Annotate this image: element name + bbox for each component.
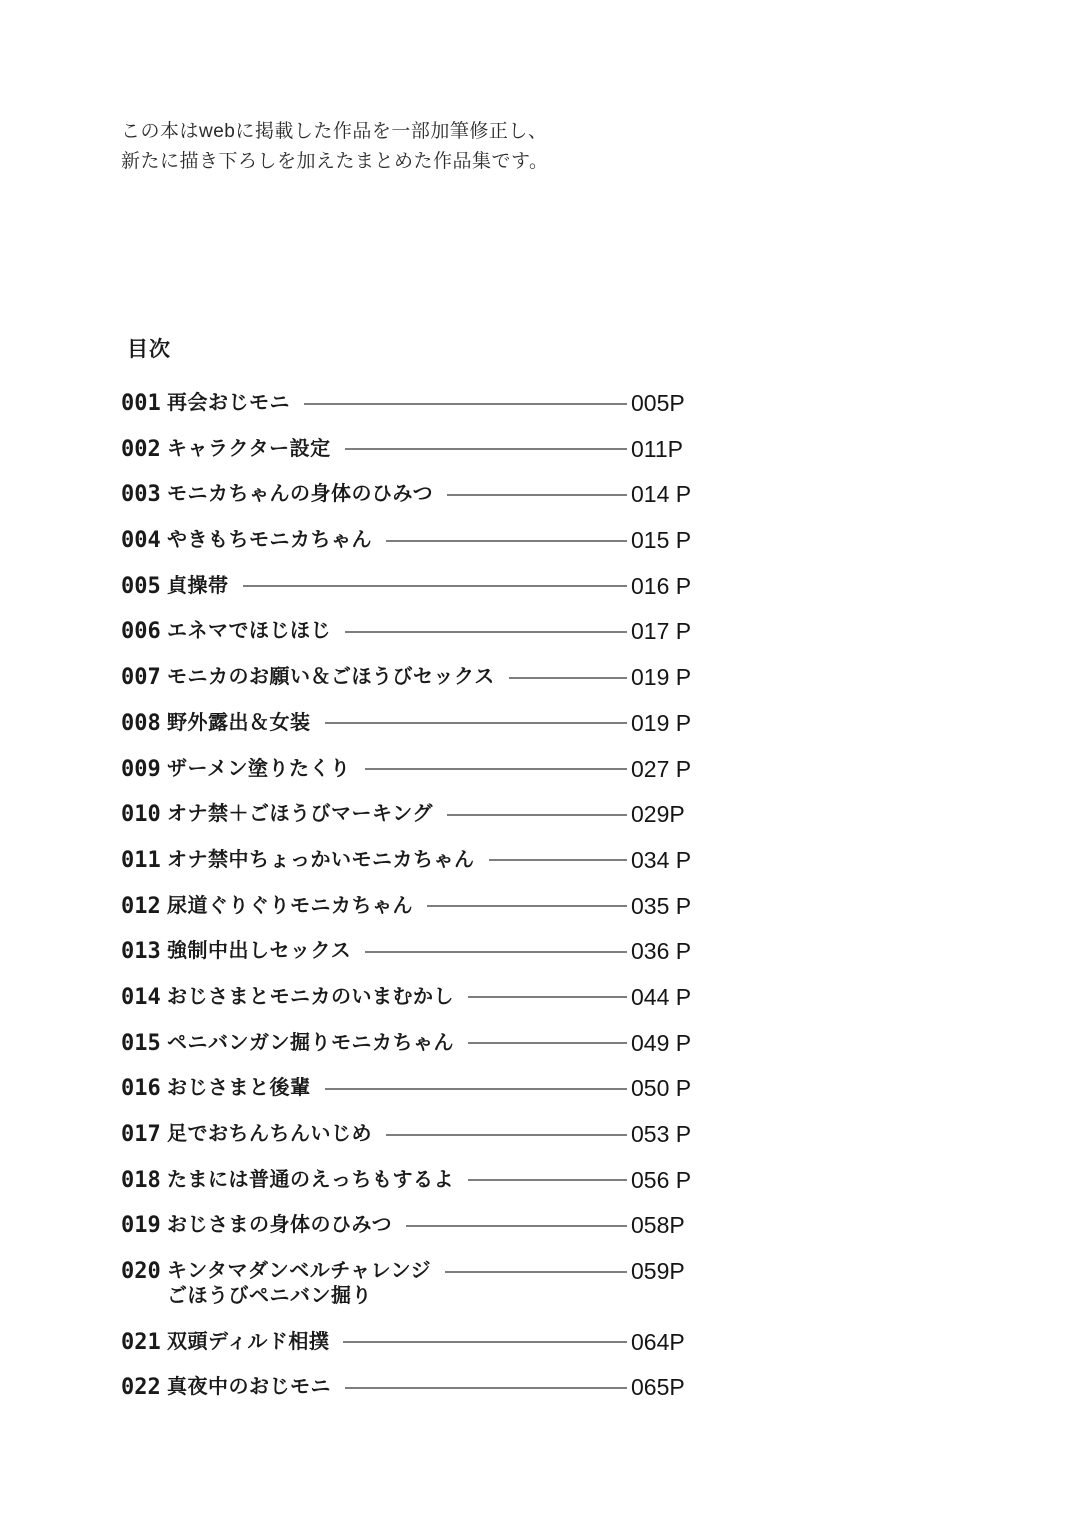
- toc-item-title: [167, 894, 413, 919]
- toc-item-number: 001: [121, 391, 161, 416]
- toc-item-page: 059P: [631, 1258, 685, 1285]
- toc-item-page: 049 P: [631, 1029, 692, 1056]
- toc-item-number: 003: [121, 482, 161, 508]
- toc-item-title: [167, 482, 433, 507]
- toc-item-title-line1: オナ禁＋ごほうびマーキング: [167, 803, 433, 826]
- toc-item-number: 007: [121, 665, 161, 691]
- toc-item-number: 002: [121, 436, 161, 462]
- intro-paragraph: [121, 117, 548, 177]
- toc-item-number: 010: [121, 802, 161, 828]
- toc-item-page: 034 P: [631, 846, 692, 873]
- toc-leader-line: [304, 403, 627, 405]
- toc-item-title: [167, 665, 495, 690]
- toc-item-title-line1: キャラクター設定: [167, 437, 331, 460]
- toc-item-page: 050 P: [631, 1075, 692, 1102]
- toc-leader-line: [447, 814, 627, 816]
- toc-item-title-line1: ペニバンガン掘りモニカちゃん: [167, 1031, 454, 1054]
- toc-item: [121, 985, 701, 1010]
- toc-item-title-line1: 足でおちんちんいじめ: [167, 1123, 372, 1145]
- toc-item-number: 014: [121, 984, 161, 1010]
- toc-item-number: 021: [121, 1329, 161, 1355]
- toc-item-number: 004: [121, 528, 161, 554]
- toc-item-page: 015 P: [631, 527, 692, 554]
- toc-item-title: [167, 1330, 329, 1355]
- toc-item: [121, 1168, 701, 1193]
- toc-item-title: [167, 1168, 454, 1193]
- toc-item-number: 016: [121, 1076, 161, 1102]
- toc-item-title-line1: おじさまと後輩: [167, 1077, 311, 1100]
- toc-item-title: [167, 1031, 454, 1056]
- toc-leader-line: [386, 1134, 627, 1136]
- toc-item-title: [167, 528, 372, 553]
- toc-item-title-line1: たまには普通のえっちもするよ: [167, 1168, 454, 1191]
- toc-item-title: [167, 1259, 431, 1309]
- toc-item-title: [167, 802, 433, 827]
- toc-item-title-line1: ザーメン塗りたくり: [167, 757, 351, 780]
- toc-item-number: 015: [121, 1030, 161, 1056]
- toc-leader-line: [343, 1341, 627, 1343]
- toc-item-title-line1: おじさまとモニカのいまむかし: [167, 985, 454, 1008]
- toc-item-number: 020: [121, 1259, 161, 1285]
- toc-leader-line: [365, 768, 628, 770]
- toc-item-page: 064P: [631, 1328, 685, 1355]
- toc-item-title-line1: 双頭ディルド相撲: [167, 1330, 330, 1353]
- toc-item-title-line1: 尿道ぐりぐりモニカちゃん: [167, 894, 413, 917]
- toc-item-title-line1: モニカのお願い＆ごほうびセックス: [167, 666, 495, 689]
- toc-item-number: 022: [121, 1375, 161, 1401]
- toc-item: [121, 848, 701, 873]
- toc-item-number: 008: [121, 710, 161, 736]
- toc-item-page: 035 P: [631, 892, 692, 919]
- toc-leader-line: [345, 1387, 627, 1389]
- toc-leader-line: [345, 448, 627, 450]
- toc-item-page: 019 P: [631, 709, 692, 736]
- toc-item-page: 044 P: [631, 983, 692, 1010]
- toc-leader-line: [445, 1271, 627, 1273]
- toc-item: [121, 391, 701, 416]
- toc-item: [121, 437, 701, 462]
- toc-item-number: 012: [121, 893, 161, 919]
- toc-leader-line: [386, 540, 627, 542]
- toc-item-page: 014 P: [631, 481, 692, 508]
- toc-item-title: [167, 437, 331, 462]
- toc-leader-line: [406, 1225, 627, 1227]
- toc-item: [121, 1330, 701, 1355]
- toc-item-title: [167, 1076, 311, 1101]
- toc-item-page: 029P: [631, 801, 685, 828]
- toc-item-title-line1: 再会おじモニ: [167, 392, 290, 414]
- toc-item-number: 009: [121, 756, 161, 782]
- toc-item: [121, 1213, 701, 1238]
- toc-item: [121, 1031, 701, 1056]
- toc-item: [121, 665, 701, 690]
- toc-item-title-line2: ごほうびペニバン掘り: [167, 1285, 372, 1308]
- toc-item-number: 017: [121, 1122, 161, 1147]
- toc-leader-line: [468, 996, 627, 998]
- toc-item-page: 011P: [631, 435, 684, 462]
- toc-item-title-line1: やきもちモニカちゃん: [167, 529, 372, 552]
- toc-item-title: [167, 574, 229, 599]
- toc-item-title-line1: 貞操帯: [167, 574, 229, 597]
- toc-item: [121, 1375, 701, 1400]
- toc-item-title: [167, 1375, 331, 1400]
- toc-item-page: 036 P: [631, 938, 692, 965]
- toc-leader-line: [365, 951, 627, 953]
- toc-item: [121, 939, 701, 964]
- toc-item: [121, 1122, 701, 1147]
- toc-item: [121, 1259, 701, 1309]
- toc-leader-line: [468, 1042, 627, 1044]
- toc-item: [121, 482, 701, 507]
- toc-item-title: [167, 711, 311, 736]
- toc-item-page: 058P: [631, 1212, 685, 1239]
- toc-item-title: [167, 1213, 392, 1238]
- toc-heading: 目次: [127, 338, 171, 361]
- toc-item-title: [167, 757, 351, 782]
- toc-leader-line: [468, 1179, 627, 1181]
- toc-item: [121, 757, 701, 782]
- toc-leader-line: [325, 722, 628, 724]
- toc-item-title: [167, 985, 454, 1010]
- toc-item: [121, 802, 701, 827]
- toc-item-page: 053 P: [631, 1121, 692, 1147]
- toc-item-page: 056 P: [631, 1166, 692, 1193]
- toc-item-title: [167, 1122, 372, 1147]
- toc-leader-line: [325, 1088, 628, 1090]
- toc-item: [121, 894, 701, 919]
- toc-item-title-line1: キンタマダンベルチャレンジ: [167, 1260, 432, 1283]
- toc-leader-line: [509, 677, 627, 679]
- intro-line-2: 新たに描き下ろしを加えたまとめた作品集です。: [121, 151, 549, 172]
- toc-item-page: 019 P: [631, 664, 692, 691]
- toc-item: [121, 711, 701, 736]
- toc-item-page: 027 P: [631, 755, 692, 782]
- toc-item-title-line1: おじさまの身体のひみつ: [167, 1214, 393, 1237]
- toc-item-title-line1: モニカちゃんの身体のひみつ: [167, 483, 434, 506]
- toc-item-title-line1: 野外露出＆女装: [167, 711, 311, 734]
- toc-item-title-line1: 強制中出しセックス: [167, 940, 352, 963]
- toc-item-page: 065P: [631, 1374, 685, 1401]
- toc-item: [121, 1076, 701, 1101]
- toc-item-title: [167, 619, 331, 644]
- toc-item-title: [167, 391, 290, 416]
- toc-item: [121, 574, 701, 599]
- toc-item-title: [167, 848, 475, 873]
- toc-leader-line: [345, 631, 627, 633]
- intro-line-1: この本はwebに掲載した作品を一部加筆修正し、: [121, 121, 548, 142]
- toc-item-number: 018: [121, 1167, 161, 1193]
- toc-item-number: 013: [121, 939, 161, 965]
- toc-item-number: 011: [121, 847, 161, 873]
- toc-item-title-line1: オナ禁中ちょっかいモニカちゃん: [167, 848, 475, 871]
- toc-item: [121, 619, 701, 644]
- toc-item-number: 019: [121, 1213, 161, 1239]
- toc-item-title-line1: 真夜中のおじモニ: [167, 1376, 331, 1399]
- toc-leader-line: [243, 585, 628, 587]
- toc-item-page: 005P: [631, 390, 685, 416]
- toc-item-title-line1: エネマでほじほじ: [167, 620, 331, 643]
- toc-item-title: [167, 939, 351, 964]
- toc-item-page: 017 P: [631, 618, 692, 645]
- toc-leader-line: [427, 905, 627, 907]
- toc-item-page: 016 P: [631, 572, 692, 599]
- toc-item: [121, 528, 701, 553]
- toc-list: [121, 391, 701, 1421]
- toc-leader-line: [447, 494, 627, 496]
- toc-item-number: 005: [121, 573, 161, 599]
- toc-leader-line: [489, 859, 628, 861]
- toc-item-number: 006: [121, 619, 161, 645]
